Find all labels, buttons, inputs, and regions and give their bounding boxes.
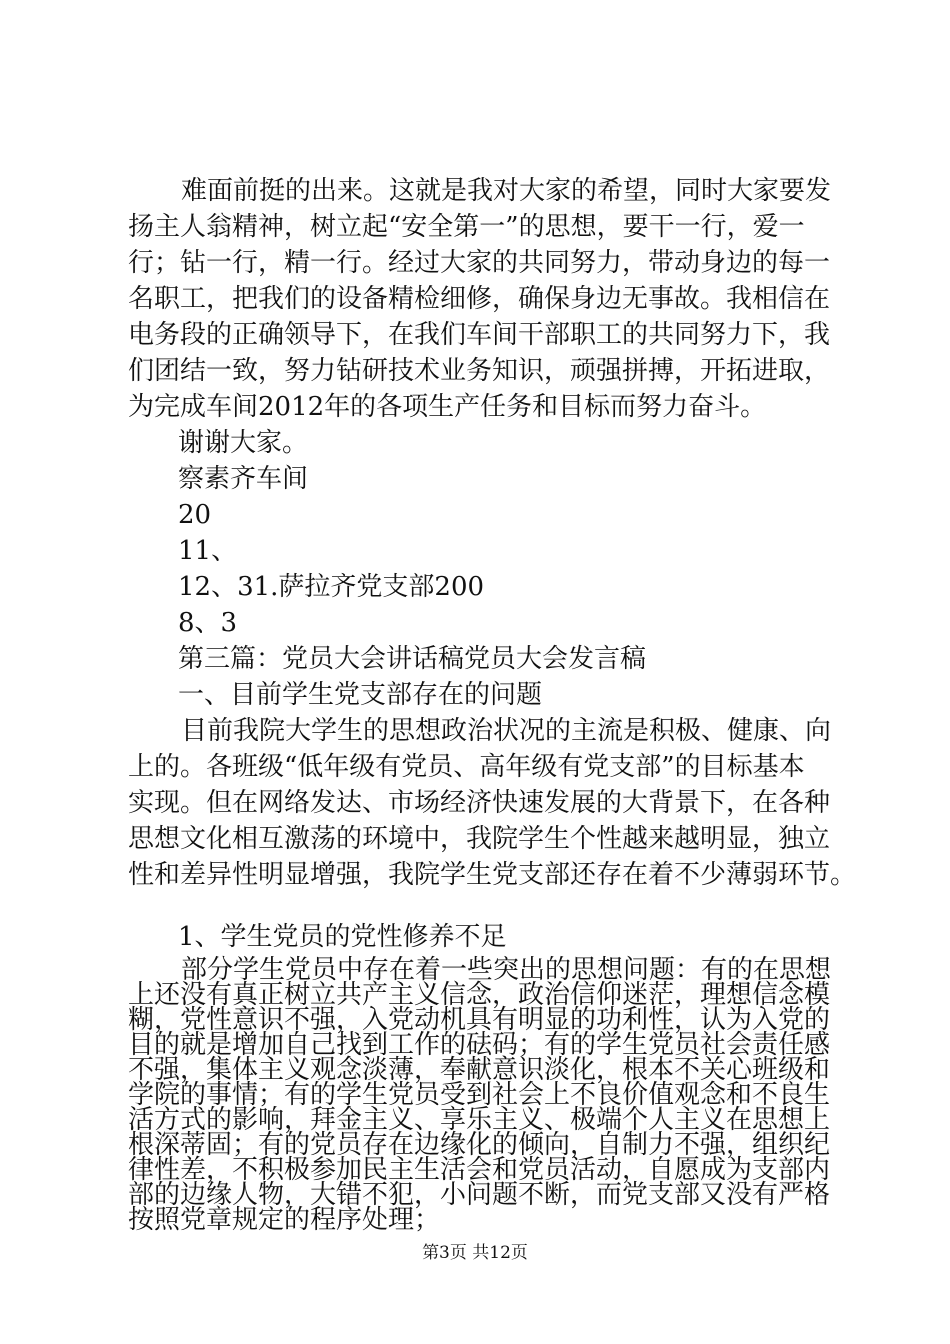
paragraph-line: 行；钻一行，精一行。经过大家的共同努力，带动身边的每一 [128, 248, 831, 278]
paragraph-line: 们团结一致，努力钻研技术业务知识，顽强拼搏，开拓进取， [128, 356, 831, 386]
signature-line: 察素齐车间 [178, 464, 309, 494]
paragraph-line: 电务段的正确领导下，在我们车间干部职工的共同努力下，我 [128, 320, 831, 350]
paragraph-line: 目前我院大学生的思想政治状况的主流是积极、健康、向 [181, 716, 832, 746]
paragraph-line: 上的。各班级“低年级有党员、高年级有党支部”的目标基本 [128, 752, 805, 782]
paragraph-line: 性和差异性明显增强，我院学生党支部还存在着不少薄弱环节。 [128, 860, 857, 890]
paragraph-line: 糊，党性意识不强，入党动机具有明显的功利性，认为入党的 [128, 1005, 831, 1035]
paragraph-line: 为完成车间2012年的各项生产任务和目标而努力奋斗。 [128, 392, 767, 422]
paragraph-line: 不强，集体主义观念淡薄，奉献意识淡化，根本不关心班级和 [128, 1055, 831, 1085]
paragraph-line: 名职工，把我们的设备精检细修，确保身边无事故。我相信在 [128, 284, 831, 314]
paragraph-line: 学院的事情；有的学生党员受到社会上不良价值观念和不良生 [128, 1080, 831, 1110]
date-line: 11、 [178, 536, 238, 566]
date-line: 12、31.萨拉齐党支部200 [178, 572, 485, 602]
paragraph-line: 部的边缘人物，大错不犯，小问题不断，而党支部又没有严格 [128, 1180, 831, 1210]
page-footer: 第3页 共12页 [422, 1243, 528, 1263]
paragraph-line: 扬主人翁精神，树立起“安全第一”的思想，要干一行，爱一 [128, 212, 805, 242]
paragraph-line: 目的就是增加自己找到工作的砝码；有的学生党员社会责任感 [128, 1030, 831, 1060]
date-line: 8、3 [178, 608, 238, 638]
section-heading: 一、目前学生党支部存在的问题 [178, 680, 543, 710]
paragraph-line: 思想文化相互激荡的环境中，我院学生个性越来越明显，独立 [128, 824, 831, 854]
paragraph-line: 实现。但在网络发达、市场经济快速发展的大背景下，在各种 [128, 788, 831, 818]
subsection-heading: 1、学生党员的党性修养不足 [178, 922, 507, 952]
paragraph-line: 律性差，不积极参加民主生活会和党员活动，自愿成为支部内 [128, 1155, 831, 1185]
paragraph-line: 按照党章规定的程序处理； [128, 1205, 441, 1235]
paragraph-line: 部分学生党员中存在着一些突出的思想问题：有的在思想 [181, 955, 832, 985]
date-line: 20 [178, 500, 212, 530]
closing-line: 谢谢大家。 [178, 428, 309, 458]
paragraph-line: 活方式的影响，拜金主义、享乐主义、极端个人主义在思想上 [128, 1105, 831, 1135]
section-title: 第三篇：党员大会讲话稿党员大会发言稿 [178, 644, 647, 674]
paragraph-line: 上还没有真正树立共产主义信念，政治信仰迷茫，理想信念模 [128, 980, 831, 1010]
paragraph-line: 难面前挺的出来。这就是我对大家的希望，同时大家要发 [181, 176, 832, 206]
paragraph-line: 根深蒂固；有的党员存在边缘化的倾向，自制力不强，组织纪 [128, 1130, 831, 1160]
